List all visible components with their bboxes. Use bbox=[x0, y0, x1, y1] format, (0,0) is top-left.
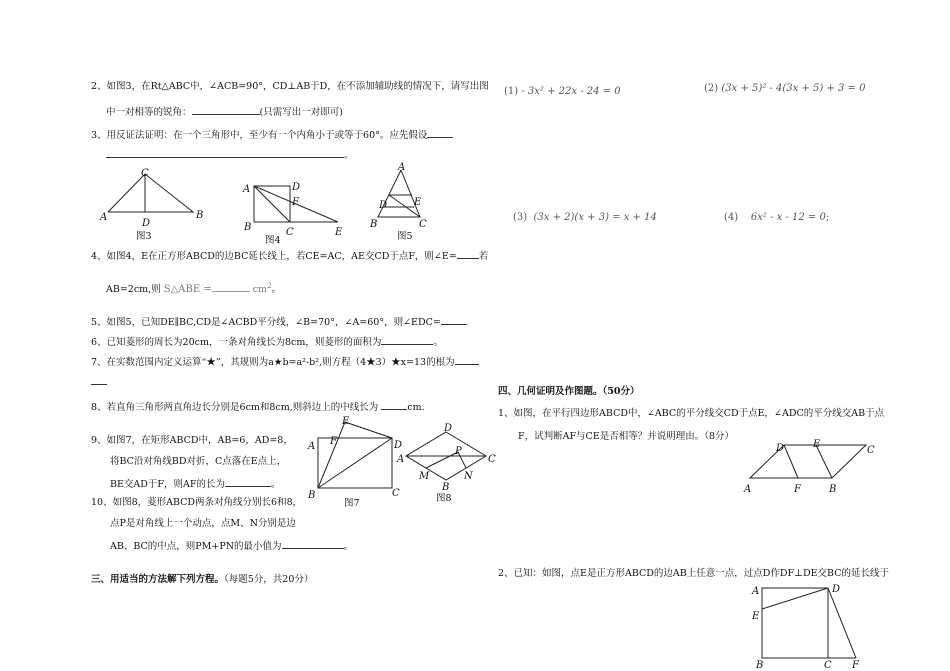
fig3-label-d: D bbox=[142, 218, 151, 229]
equation-2: (2) (3x + 5)² - 4(3x + 5) + 3 = 0 bbox=[704, 83, 866, 94]
para-label-d: D bbox=[776, 443, 785, 454]
q3-line2: 。 bbox=[106, 147, 354, 162]
proof-1-line2: F，试判断AF与CE是否相等？并说明理由。（8分） bbox=[518, 431, 735, 442]
fig7-label-c: C bbox=[392, 488, 400, 499]
q4-blank-area[interactable] bbox=[212, 281, 250, 292]
fig3-caption: 图3 bbox=[136, 231, 152, 242]
fig4-label-f: F bbox=[292, 197, 299, 208]
square-label-f: F bbox=[852, 660, 859, 671]
fig8-label-a: A bbox=[397, 454, 405, 465]
q4-line2: AB=2cm,则 S△ABE = $cm^2$。 bbox=[106, 282, 282, 296]
para-label-b: B bbox=[829, 484, 837, 495]
q9-line2: 将BC沿对角线BD对折，C点落在E点上， bbox=[110, 456, 287, 467]
fig3-label-b: B bbox=[196, 210, 204, 221]
q3-line1: 3、用反证法证明：在一个三角形中，至少有一个内角小于或等于60°。应先假设 bbox=[91, 127, 453, 142]
q9-line1: 9、如图7，在矩形ABCD中，AB=6，AD=8， bbox=[91, 435, 293, 446]
fig4-label-b: B bbox=[244, 222, 252, 233]
parallelogram-figure bbox=[742, 440, 882, 500]
fig8-label-m: M bbox=[419, 471, 430, 482]
fig5-label-c: C bbox=[419, 219, 427, 230]
q7-blank-a[interactable] bbox=[455, 354, 479, 365]
fig8-caption: 图8 bbox=[436, 493, 452, 504]
q10-line1: 10、如图8，菱形ABCD两条对角线分别长6和8， bbox=[91, 497, 303, 508]
fig8-label-b: B bbox=[442, 482, 450, 493]
q2-line1: 2、如图3，在Rt△ABC中，∠ACB=90°，CD⊥AB于D，在不添加辅助线的情况下，请写出图 bbox=[91, 81, 489, 92]
fig7-caption: 图7 bbox=[344, 498, 360, 509]
fig4-label-a: A bbox=[243, 184, 251, 195]
fig3-label-c: C bbox=[141, 168, 149, 179]
proof-1-line1: 1、如图，在平行四边形ABCD中，∠ABC的平分线交CD于点E，∠ADC的平分线交AB于点 bbox=[498, 408, 885, 419]
fig7-label-f: F bbox=[330, 436, 337, 447]
square-label-c: C bbox=[824, 660, 832, 671]
section-3-heading: 三、用适当的方法解下列方程。（每题5分，共20分） bbox=[91, 574, 314, 585]
proof-2-line1: 2、已知：如图，点E是正方形ABCD的边AB上任意一点，过点D作DF⊥DE交BC的延长线于 bbox=[498, 568, 889, 579]
figure-8 bbox=[394, 424, 504, 496]
q4-line1: 4、如图4，E在正方形ABCD的边BC延长线上，若CE=AC，AE交CD于点F，则∠E= 若 bbox=[91, 248, 488, 263]
fig8-label-n: N bbox=[464, 471, 473, 482]
fig5-label-b: B bbox=[370, 219, 378, 230]
fig7-label-b: B bbox=[308, 490, 316, 501]
para-label-f: F bbox=[794, 484, 801, 495]
fig3-label-a: A bbox=[100, 212, 108, 223]
para-label-c: C bbox=[867, 445, 875, 456]
square-label-b: B bbox=[756, 660, 764, 671]
q8-blank[interactable] bbox=[381, 399, 407, 410]
q9-line3: BE交AD于F，则AF的长为 。 bbox=[110, 476, 280, 491]
para-label-e: E bbox=[813, 439, 821, 450]
q2-line2: 中一对相等的锐角： (只需写出一对即可) bbox=[106, 104, 343, 119]
square-label-a: A bbox=[752, 586, 760, 597]
fig4-label-e: E bbox=[335, 227, 343, 238]
fig5-label-a: A bbox=[398, 162, 406, 173]
fig7-label-d: D bbox=[394, 440, 403, 451]
equation-4: (4) 6x² - x - 12 = 0; bbox=[724, 212, 830, 223]
q7-blank-b[interactable] bbox=[91, 374, 107, 385]
q3-blank-b[interactable] bbox=[106, 147, 344, 158]
q7-cont bbox=[91, 374, 107, 389]
q9-blank[interactable] bbox=[225, 476, 271, 487]
section-4-heading: 四、几何证明及作图题。（50分） bbox=[498, 386, 640, 397]
fig8-label-p: P bbox=[455, 446, 462, 457]
fig7-label-a: A bbox=[308, 441, 316, 452]
q3-blank-a[interactable] bbox=[427, 127, 453, 138]
q5: 5、如图5，已知DE∥BC,CD是∠ACBD平分线，∠B=70°，∠A=60°，则∠EDC= bbox=[91, 314, 467, 329]
fig8-label-c: C bbox=[488, 454, 496, 465]
q4-blank-angle[interactable] bbox=[457, 248, 479, 259]
square-figure bbox=[750, 582, 870, 671]
q10-line3: AB、BC的中点，则PM+PN的最小值为 。 bbox=[110, 538, 353, 553]
q2-blank[interactable] bbox=[192, 104, 260, 115]
q8: 8、若直角三角形两直角边长分别是6cm和8cm,则斜边上的中线长为 cm. bbox=[91, 399, 425, 414]
para-label-a: A bbox=[744, 484, 752, 495]
q7: 7、在实数范围内定义运算“★”，其规则为a★b=a²-b²,则方程（4★3）★x=13的根为 bbox=[91, 354, 479, 369]
fig7-label-e: E bbox=[342, 416, 350, 427]
fig4-label-d: D bbox=[292, 182, 301, 193]
fig8-label-d: D bbox=[444, 423, 453, 434]
fig4-label-c: C bbox=[286, 227, 294, 238]
fig5-label-e: E bbox=[414, 197, 422, 208]
square-label-d: D bbox=[832, 584, 841, 595]
equation-3: (3) (3x + 2)(x + 3) = x + 14 bbox=[513, 212, 657, 223]
fig5-label-d: D bbox=[379, 200, 388, 211]
figure-4 bbox=[242, 180, 352, 240]
q10-line2: 点P是对角线上一个动点，点M、N分别是边 bbox=[110, 518, 296, 529]
figure-5 bbox=[368, 162, 438, 232]
figure-3 bbox=[100, 168, 210, 248]
figure-7 bbox=[306, 414, 406, 510]
fig5-caption: 图5 bbox=[397, 231, 413, 242]
square-label-e: E bbox=[752, 611, 760, 622]
q6-blank[interactable] bbox=[381, 334, 433, 345]
q10-blank[interactable] bbox=[282, 538, 344, 549]
fig4-caption: 图4 bbox=[265, 235, 281, 246]
q5-blank[interactable] bbox=[441, 314, 467, 325]
equation-1: (1) - 3x² + 22x - 24 = 0 bbox=[504, 86, 621, 97]
q6: 6、已知菱形的周长为20cm，一条对角线长为8cm，则菱形的面积为 。 bbox=[91, 334, 443, 349]
